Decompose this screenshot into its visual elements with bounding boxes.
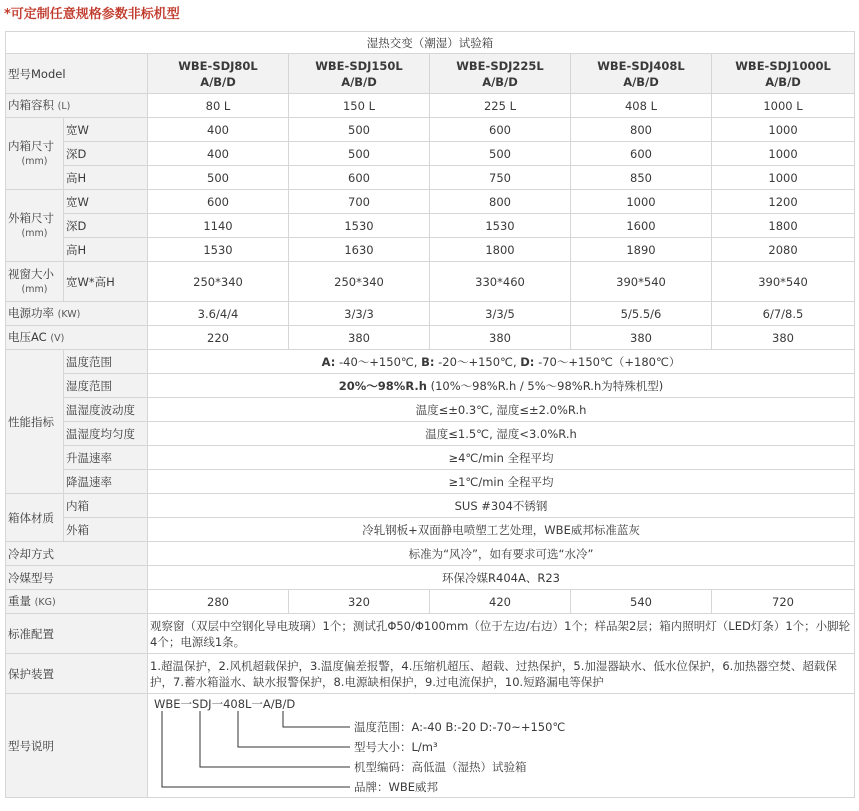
temp-range-value: A: -40～+150℃, B: -20～+150℃, D: -70～+150℃（+180℃） — [148, 350, 855, 374]
voltage-value: 220 — [148, 326, 289, 350]
window-row — [6, 262, 855, 302]
window-sub-label: 宽W*高H — [64, 262, 148, 302]
voltage-value: 380 — [289, 326, 430, 350]
table-title: 湿热交变（潮湿）试验箱 — [6, 32, 855, 54]
inner-height-value: 850 — [571, 166, 712, 190]
power-value: 3.6/4/4 — [148, 302, 289, 326]
model-header: WBE-SDJ80L A/B/D — [148, 54, 289, 94]
model-header: WBE-SDJ1000L A/B/D — [712, 54, 855, 94]
inner-width-row — [6, 118, 855, 142]
outer-height-value: 1630 — [289, 238, 430, 262]
custom-spec-notice: *可定制任意规格参数非标机型 — [4, 7, 180, 22]
volume-value: 1000 L — [712, 94, 855, 118]
volume-value: 408 L — [571, 94, 712, 118]
outer-depth-value: 1530 — [430, 214, 571, 238]
model-desc-size: 型号大小：L/m³ — [354, 740, 438, 754]
weight-value: 720 — [712, 590, 855, 614]
inner-height-value: 750 — [430, 166, 571, 190]
outer-height-row — [6, 238, 855, 262]
window-value: 390*540 — [712, 262, 855, 302]
outer-height-label: 高H — [64, 238, 148, 262]
material-outer-row — [6, 518, 855, 542]
power-label: 电源功率 (KW) — [6, 302, 148, 326]
outer-width-label: 宽W — [64, 190, 148, 214]
weight-label: 重量 (KG) — [6, 590, 148, 614]
cool-rate-value: ≥1℃/min 全程平均 — [148, 470, 855, 494]
humid-range-label: 湿度范围 — [64, 374, 148, 398]
volume-value: 80 L — [148, 94, 289, 118]
inner-depth-value: 400 — [148, 142, 289, 166]
inner-size-label: 内箱尺寸 (mm) — [6, 118, 64, 190]
standard-config-label: 标准配置 — [6, 614, 148, 654]
heat-rate-row — [6, 446, 855, 470]
fluctuation-label: 温湿度波动度 — [64, 398, 148, 422]
outer-height-value: 2080 — [712, 238, 855, 262]
refrigerant-label: 冷媒型号 — [6, 566, 148, 590]
protection-row — [6, 654, 855, 694]
model-header: WBE-SDJ225L A/B/D — [430, 54, 571, 94]
inner-width-value: 500 — [289, 118, 430, 142]
connector-temp-range — [283, 711, 350, 727]
power-value: 3/3/3 — [289, 302, 430, 326]
inner-width-value: 1000 — [712, 118, 855, 142]
model-desc-label: 型号说明 — [6, 694, 148, 798]
cooling-row — [6, 542, 855, 566]
material-inner-row — [6, 494, 855, 518]
outer-depth-value: 1600 — [571, 214, 712, 238]
temp-range-row — [6, 350, 855, 374]
refrigerant-value: 环保冷媒R404A、R23 — [148, 566, 855, 590]
model-desc-row — [6, 694, 855, 798]
standard-config-row — [6, 614, 855, 654]
outer-width-value: 1000 — [571, 190, 712, 214]
inner-height-row — [6, 166, 855, 190]
inner-width-value: 600 — [430, 118, 571, 142]
inner-height-value: 600 — [289, 166, 430, 190]
window-value: 390*540 — [571, 262, 712, 302]
fluctuation-value: 温度≤±0.3℃, 湿度≤±2.0%R.h — [148, 398, 855, 422]
outer-height-value: 1530 — [148, 238, 289, 262]
weight-value: 540 — [571, 590, 712, 614]
connector-size — [238, 711, 350, 747]
material-inner-label: 内箱 — [64, 494, 148, 518]
power-value: 6/7/8.5 — [712, 302, 855, 326]
model-desc-diagram — [148, 694, 855, 798]
volume-value: 150 L — [289, 94, 430, 118]
outer-size-label: 外箱尺寸 (mm) — [6, 190, 64, 262]
protection-value: 1.超温保护，2.风机超载保护，3.温度偏差报警，4.压缩机超压、超载、过热保护，5.加湿器缺水、低水位保护，6.加热器空焚、超载保护，7.蓄水箱溢水、缺水报警保护，8.电源缺相保护，9.过电流保护，10.短路漏电等保护 — [148, 654, 855, 694]
outer-height-value: 1800 — [430, 238, 571, 262]
model-desc-brand: 品牌：WBE威邦 — [354, 780, 439, 794]
heat-rate-value: ≥4℃/min 全程平均 — [148, 446, 855, 470]
outer-depth-label: 深D — [64, 214, 148, 238]
uniformity-row — [6, 422, 855, 446]
cool-rate-label: 降温速率 — [64, 470, 148, 494]
inner-width-value: 400 — [148, 118, 289, 142]
outer-depth-value: 1140 — [148, 214, 289, 238]
uniformity-value: 温度≤1.5℃, 湿度<3.0%R.h — [148, 422, 855, 446]
refrigerant-row — [6, 566, 855, 590]
heat-rate-label: 升温速率 — [64, 446, 148, 470]
model-header: WBE-SDJ408L A/B/D — [571, 54, 712, 94]
outer-width-row — [6, 190, 855, 214]
outer-width-value: 1200 — [712, 190, 855, 214]
voltage-label: 电压AC (V) — [6, 326, 148, 350]
voltage-value: 380 — [430, 326, 571, 350]
material-outer-value: 冷轧钢板+双面静电喷塑工艺处理，WBE威邦标准蓝灰 — [148, 518, 855, 542]
cooling-label: 冷却方式 — [6, 542, 148, 566]
model-code-diagram — [150, 694, 855, 797]
model-row — [6, 54, 855, 94]
inner-depth-value: 500 — [289, 142, 430, 166]
model-desc-type-code: 机型编码：高低温（湿热）试验箱 — [354, 760, 527, 774]
inner-height-label: 高H — [64, 166, 148, 190]
inner-height-value: 1000 — [712, 166, 855, 190]
voltage-row — [6, 326, 855, 350]
inner-width-label: 宽W — [64, 118, 148, 142]
volume-label: 内箱容积 (L) — [6, 94, 148, 118]
inner-depth-value: 500 — [430, 142, 571, 166]
window-value: 330*460 — [430, 262, 571, 302]
volume-row — [6, 94, 855, 118]
model-code: WBE一SDJ一408L一A/B/D — [154, 697, 296, 711]
humid-range-value: 20%～98%R.h (10%～98%R.h / 5%～98%R.h为特殊机型) — [148, 374, 855, 398]
cooling-value: 标准为“风冷”，如有要求可选“水冷” — [148, 542, 855, 566]
outer-depth-row — [6, 214, 855, 238]
spec-table — [5, 31, 855, 798]
inner-depth-value: 600 — [571, 142, 712, 166]
weight-value: 320 — [289, 590, 430, 614]
protection-label: 保护装置 — [6, 654, 148, 694]
inner-depth-label: 深D — [64, 142, 148, 166]
weight-value: 280 — [148, 590, 289, 614]
cool-rate-row — [6, 470, 855, 494]
material-inner-value: SUS #304不锈钢 — [148, 494, 855, 518]
table-title-row — [6, 32, 855, 54]
standard-config-value: 观察窗（双层中空钢化导电玻璃）1个；测试孔Φ50/Φ100mm（位于左边/右边）1个；样品架2层；箱内照明灯（LED灯条）1个；小脚轮4个；电源线1条。 — [148, 614, 855, 654]
material-outer-label: 外箱 — [64, 518, 148, 542]
performance-label: 性能指标 — [6, 350, 64, 494]
inner-height-value: 500 — [148, 166, 289, 190]
inner-width-value: 800 — [571, 118, 712, 142]
voltage-value: 380 — [571, 326, 712, 350]
weight-row — [6, 590, 855, 614]
fluctuation-row — [6, 398, 855, 422]
inner-depth-value: 1000 — [712, 142, 855, 166]
temp-range-label: 温度范围 — [64, 350, 148, 374]
window-value: 250*340 — [148, 262, 289, 302]
humid-range-row — [6, 374, 855, 398]
outer-depth-value: 1530 — [289, 214, 430, 238]
connector-type-code — [200, 711, 350, 767]
material-label: 箱体材质 — [6, 494, 64, 542]
model-desc-temp-range: 温度范围：A:-40 B:-20 D:-70~+150℃ — [354, 720, 566, 734]
outer-width-value: 800 — [430, 190, 571, 214]
weight-value: 420 — [430, 590, 571, 614]
model-header: WBE-SDJ150L A/B/D — [289, 54, 430, 94]
uniformity-label: 温湿度均匀度 — [64, 422, 148, 446]
outer-height-value: 1890 — [571, 238, 712, 262]
outer-depth-value: 1800 — [712, 214, 855, 238]
window-value: 250*340 — [289, 262, 430, 302]
connector-brand — [162, 711, 350, 787]
inner-depth-row — [6, 142, 855, 166]
model-label: 型号Model — [6, 54, 148, 94]
outer-width-value: 700 — [289, 190, 430, 214]
volume-value: 225 L — [430, 94, 571, 118]
power-value: 3/3/5 — [430, 302, 571, 326]
voltage-value: 380 — [712, 326, 855, 350]
window-label: 视窗大小 (mm) — [6, 262, 64, 302]
power-value: 5/5.5/6 — [571, 302, 712, 326]
outer-width-value: 600 — [148, 190, 289, 214]
power-row — [6, 302, 855, 326]
